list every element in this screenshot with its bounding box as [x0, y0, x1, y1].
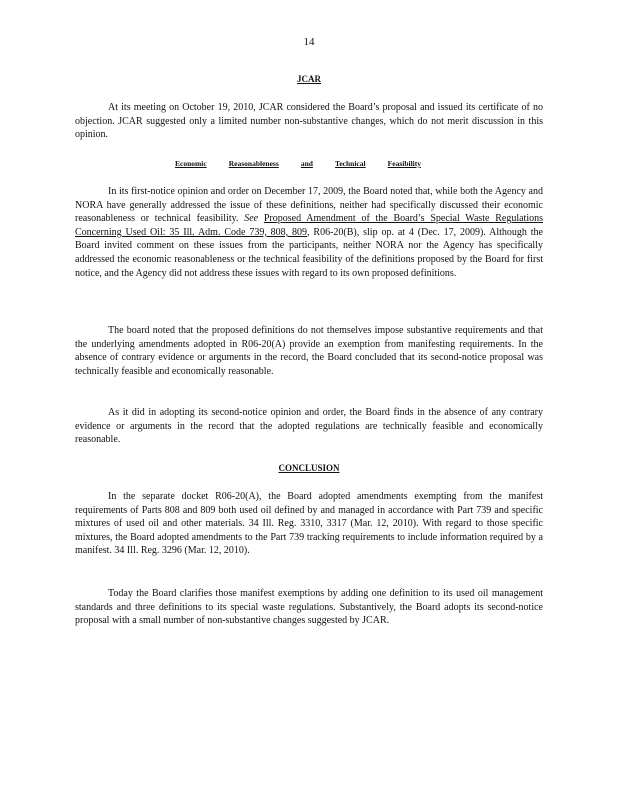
- section-heading-economic-feasibility: [175, 159, 421, 168]
- see-signal: See: [244, 213, 259, 225]
- economic-paragraph-1-text: [75, 185, 543, 280]
- heading-word: Reasonableness: [228, 159, 279, 168]
- conclusion-paragraph-2-text: Today the Board clarifies those manifest exemptions by adding one definition to its used oil management standards and three definitions to its special waste regulations. Substantively, the Board adopts its second-notice proposal with a small number of non-substantive changes suggested by JCAR.: [75, 588, 543, 627]
- section-heading-jcar: JCAR: [297, 74, 321, 84]
- jcar-paragraph-text: At its meeting on October 19, 2010, JCAR considered the Board’s proposal and issued its certificate of no objection. JCAR suggested only a limited number non-substantive changes, which do not merit discussion in this opinion.: [75, 102, 543, 141]
- heading-word: Technical: [335, 159, 366, 168]
- conclusion-paragraph-1-text: In the separate docket R06-20(A), the Board adopted amendments exempting from the manifest requirements of Parts 808 and 809 both used oil defined by and managed in accordance with Part 739 and specific mixtures of used oil and other materials. 34 Ill. Reg. 3310, 3317 (Mar. 12, 2010). With regard to those specific mixtures, the Board adopted amendments to the Part 739 tracking requirements to include information required by a manifest. 34 Ill. Reg. 3296 (Mar. 12, 2010).: [75, 491, 543, 557]
- economic-paragraph-3-text: As it did in adopting its second-notice opinion and order, the Board finds in the absence of any contrary evidence or arguments in the record that the adopted regulations are technically feasible and economically reasonable.: [75, 407, 543, 446]
- economic-paragraph-2-text: The board noted that the proposed definitions do not themselves impose substantive requirements and that the underlying amendments adopted in R06-20(A) provide an exemption from manifesting requirements. In the absence of contrary evidence or arguments in the record, the Board concluded that its second-notice proposal was technically feasible and economically reasonable.: [75, 325, 543, 377]
- economic-paragraph-2: [75, 324, 543, 378]
- conclusion-paragraph-2: [75, 587, 543, 628]
- economic-paragraph-1-part-b: , R06-20(B), slip op. at 4 (Dec. 17, 2009). Although the Board invited comment on these issues from the participants, neither NORA nor the Agency has specifically addressed the economic reasonableness or the technical feasibility of the definitions proposed by the Board for first notice, and the Agency did not address these issues with regard to its own proposed definitions.: [75, 226, 543, 279]
- heading-word: Economic: [175, 159, 207, 168]
- economic-paragraph-1-part-a: In its first-notice opinion and order on December 17, 2009, the Board noted that, while both the Agency and NORA have generally addressed the issue of these definitions, neither had specifically discussed their economic reasonableness or technical feasibility.: [75, 186, 543, 225]
- economic-paragraph-1: [75, 185, 543, 280]
- conclusion-paragraph-1: [75, 490, 543, 558]
- jcar-paragraph: [75, 101, 543, 142]
- section-heading-conclusion: CONCLUSION: [278, 463, 340, 473]
- economic-paragraph-3: [75, 406, 543, 447]
- heading-word: Feasibility: [387, 159, 421, 168]
- page-number: 14: [303, 36, 315, 48]
- heading-word: and: [300, 159, 313, 168]
- case-citation: Proposed Amendment of the Board’s Special Waste Regulations Concerning Used Oil: 35 Ill. Adm. Code 739, 808, 809: [75, 213, 544, 238]
